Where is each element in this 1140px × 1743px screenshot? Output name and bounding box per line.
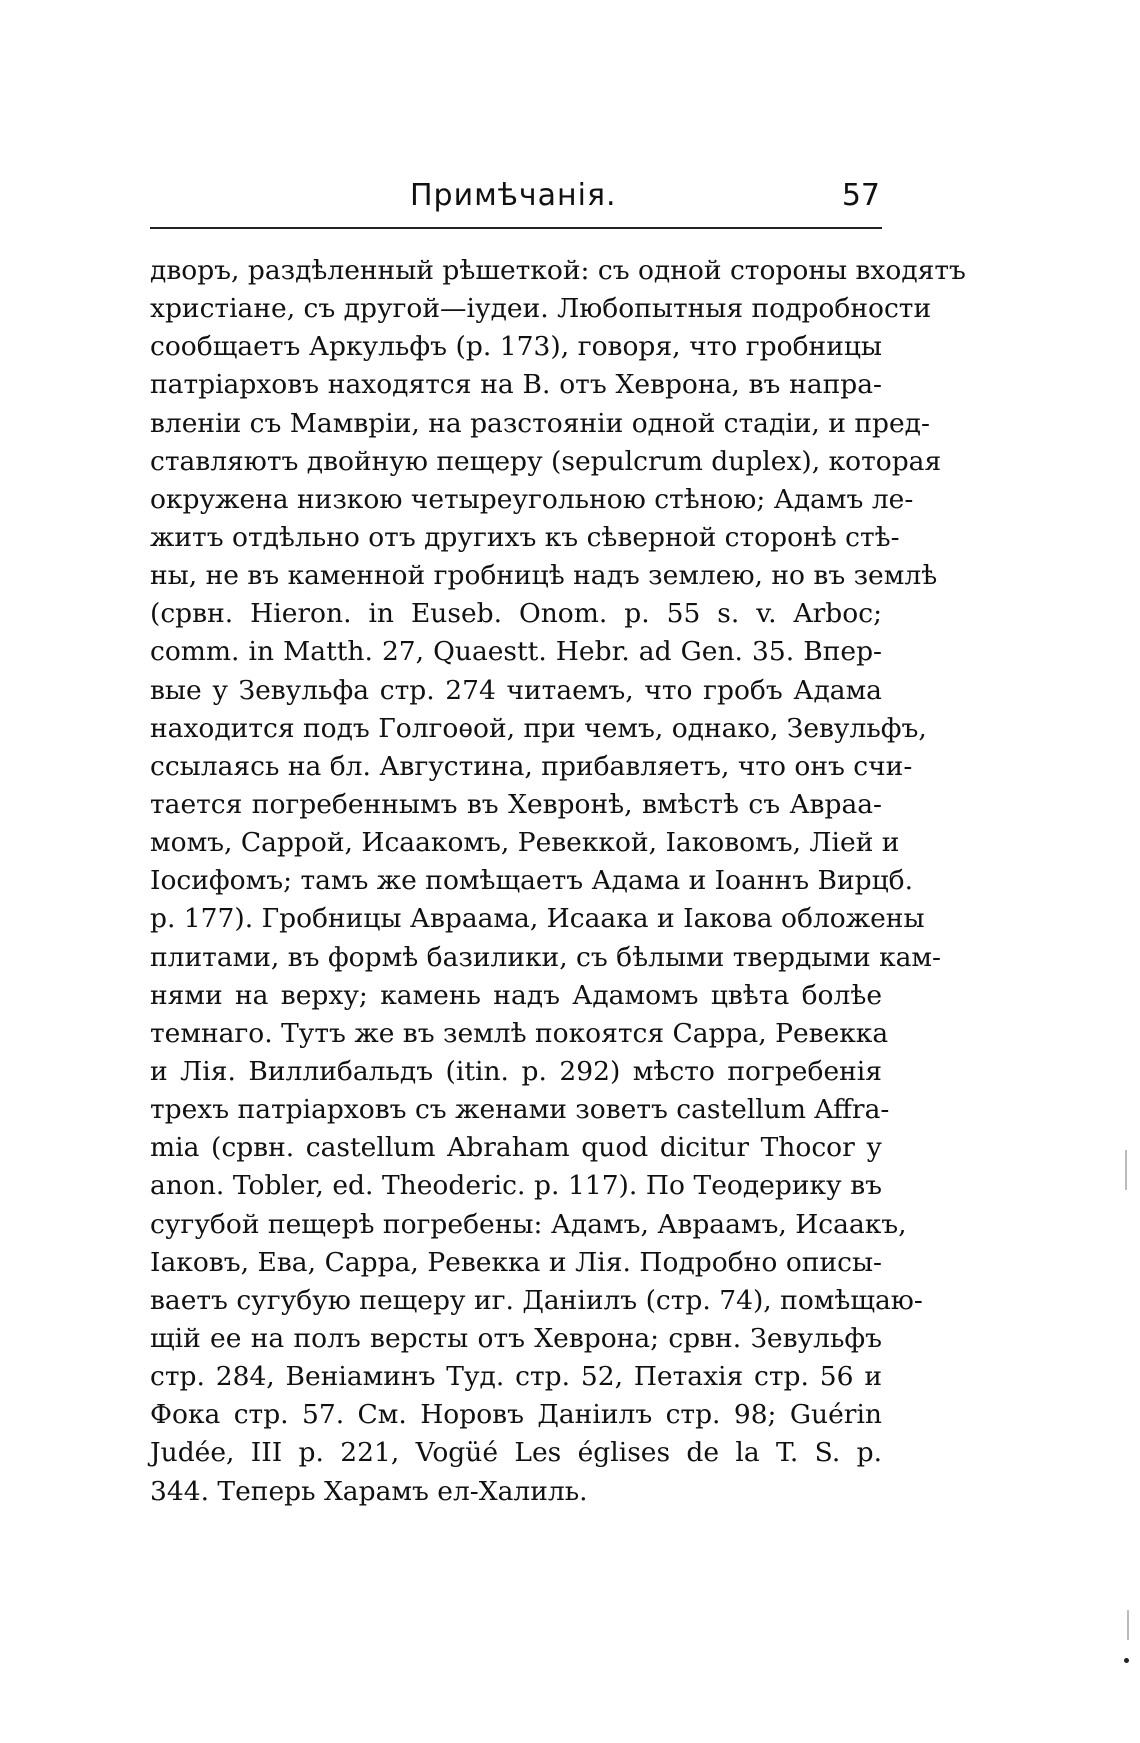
text-line: христіане, съ другой—іудеи. Любопытныя подробности	[150, 293, 932, 325]
scan-dot	[1124, 1658, 1129, 1663]
text-line: Іаковъ, Ева, Сарра, Ревекка и Лія. Подробно описы-	[150, 1246, 882, 1278]
text-line: темнаго. Тутъ же въ землѣ покоятся Сарра, Ревекка	[150, 1017, 889, 1049]
text-line: щій ее на полъ версты отъ Хеврона; срвн. Зевульфъ	[150, 1322, 882, 1354]
text-line: и Лія. Виллибальдъ (itin. p. 292) мѣсто погребенія	[150, 1055, 882, 1087]
text-line: вленіи съ Мамвріи, на разстояніи одной стадіи, и пред-	[150, 407, 930, 439]
text-line: вые у Зевульфа стр. 274 читаемъ, что гробъ Адама	[150, 674, 882, 706]
text-line: Іосифомъ; тамъ же помѣщаетъ Адама и Іоаннъ Вирцб.	[150, 865, 914, 897]
text-line: трехъ патріарховъ съ женами зоветъ castellum Affra-	[150, 1094, 890, 1126]
text-line: anon. Tobler, ed. Theoderic. p. 117). По Теодерику въ	[150, 1170, 882, 1202]
text-line: comm. in Matth. 27, Quaestt. Hebr. ad Gen. 35. Впер-	[150, 636, 882, 668]
page-title: Примѣчанія.	[410, 178, 617, 213]
text-line: патріарховъ находятся на В. отъ Хеврона, въ напра-	[150, 369, 882, 401]
text-line: ставляютъ двойную пещеру (sepulcrum duplex), которая	[150, 445, 942, 477]
text-line: тается погребеннымъ въ Хевронѣ, вмѣстѣ съ Авраа-	[150, 788, 882, 820]
text-line: mia (срвн. castellum Abraham quod dicitur Thocor у	[150, 1132, 882, 1164]
text-line: ссылаясь на бл. Августина, прибавляетъ, что онъ счи-	[150, 750, 913, 782]
text-line: момъ, Саррой, Исаакомъ, Ревеккой, Іаковомъ, Ліей и	[150, 827, 900, 859]
running-head	[150, 178, 880, 228]
text-line: сообщаетъ Аркульфъ (р. 173), говоря, что гробницы	[150, 331, 882, 363]
text-line: нями на верху; камень надъ Адамомъ цвѣта болѣе	[150, 979, 882, 1011]
text-line: плитами, въ формѣ базилики, съ бѣлыми твердыми кам-	[150, 941, 942, 973]
text-line-last: 344. Теперь Харамъ ел-Халиль.	[150, 1475, 588, 1507]
scan-mark	[1125, 1150, 1127, 1190]
text-line: р. 177). Гробницы Авраама, Исаака и Іакова обложены	[150, 903, 925, 935]
text-line: сугубой пещерѣ погребены: Адамъ, Авраамъ, Исаакъ,	[150, 1208, 907, 1240]
text-line: житъ отдѣльно отъ другихъ къ сѣверной сторонѣ стѣ-	[150, 521, 900, 553]
text-line: ны, не въ каменной гробницѣ надъ землею, но въ землѣ	[150, 560, 938, 592]
text-line: окружена низкою четыреугольною стѣною; Адамъ ле-	[150, 483, 914, 515]
text-line: дворъ, раздѣленный рѣшеткой: съ одной стороны входятъ	[150, 255, 966, 286]
text-line: находится подъ Голгоѳой, при чемъ, однако, Зевульфъ,	[150, 712, 927, 744]
text-line: Фока стр. 57. См. Норовъ Даніилъ стр. 98; Guérin	[150, 1399, 882, 1431]
header-rule	[150, 227, 882, 229]
text-line: Judée, III p. 221, Vogüé Les églises de la T. S. p.	[150, 1437, 882, 1469]
scan-mark	[1127, 1610, 1129, 1640]
text-line: ваетъ сугубую пещеру иг. Даніилъ (стр. 74), помѣщаю-	[150, 1284, 923, 1316]
page-number: 57	[841, 178, 880, 213]
body-paragraph	[150, 252, 966, 1511]
text-line: стр. 284, Веніаминъ Туд. стр. 52, Петахія стр. 56 и	[150, 1361, 882, 1393]
text-line: (срвн. Hieron. in Euseb. Onom. p. 55 s. v. Arboc;	[150, 598, 882, 630]
